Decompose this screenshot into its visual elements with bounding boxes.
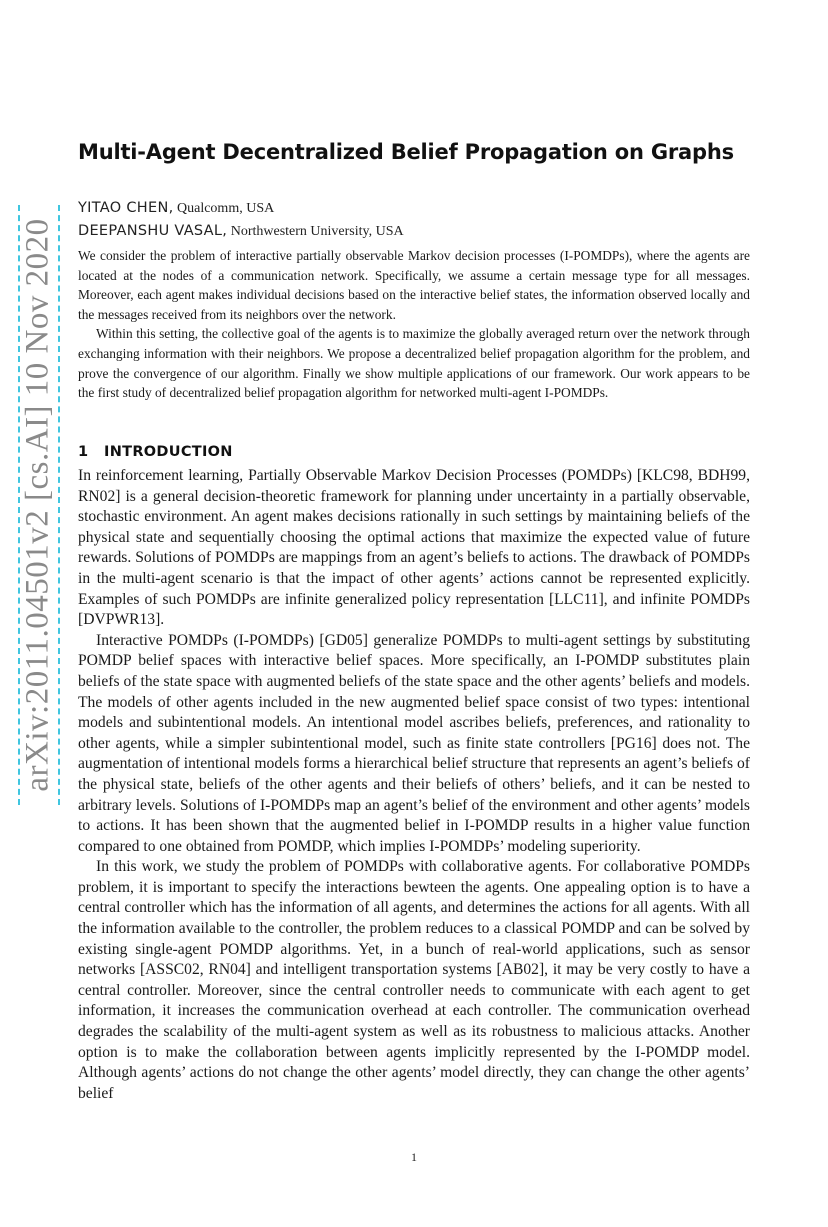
section-title: INTRODUCTION — [104, 444, 233, 460]
author-name: YITAO CHEN, — [78, 200, 174, 216]
author-list — [78, 197, 750, 243]
author-name: DEEPANSHU VASAL, — [78, 223, 228, 239]
body-paragraph: In reinforcement learning, Partially Observable Markov Decision Processes (POMDPs) [KLC98, BDH99, RN02] is a general decision-theoretic framework for planning under uncertainty in a partially observable, stochastic environment. An agent makes decisions rationally in such settings by maintaining beliefs of the physical state and sequentially choosing the optimal actions that maximize the expected value of future rewards. Solutions of POMDPs are mappings from an agent’s beliefs to actions. The drawback of POMDPs in the multi-agent scenario is that the impact of other agents’ actions cannot be represented explicitly. Examples of such POMDPs are infinite generalized policy representation [LLC11], and infinite POMDPs [DVPWR13]. — [78, 467, 750, 629]
section-body — [78, 466, 750, 1104]
page-number: 1 — [411, 1150, 417, 1164]
paper-title: Multi-Agent Decentralized Belief Propagation on Graphs — [78, 140, 734, 164]
author-affiliation: Qualcomm, USA — [177, 201, 275, 216]
abstract-paragraph: Within this setting, the collective goal of the agents is to maximize the globally averaged return over the network through exchanging information with their neighbors. We propose a decentralized belief propagation algorithm for the problem, and prove the convergence of our algorithm. Finally we show multiple applications of our framework. Our work appears to be the first study of decentralized belief propagation algorithm for networked multi-agent I-POMDPs. — [78, 326, 750, 401]
section-heading — [78, 444, 750, 460]
abstract-paragraph: We consider the problem of interactive partially observable Markov decision processes (I-POMDPs), where the agents are located at the nodes of a communication network. Specifically, we assume a certain message type for all messages. Moreover, each agent makes individual decisions based on the interactive belief states, the information observed locally and the messages received from its neighbors over the network. — [78, 248, 750, 322]
author-entry — [78, 197, 750, 220]
body-paragraph: In this work, we study the problem of POMDPs with collaborative agents. For collaborative POMDPs problem, it is important to specify the interactions bewteen the agents. One appealing option is to have a central controller which has the information of all agents, and determines the actions for all agents. With all the information available to the controller, the problem reduces to a classical POMDP and can be solved by existing single-agent POMDP algorithms. Yet, in a bunch of real-world applications, such as sensor networks [ASSC02, RN04] and intelligent transportation systems [AB02], it may be very costly to have a central controller. Moreover, since the central controller needs to communicate with each agent to get information, it increases the communication overhead at each controller. The communication overhead degrades the scalability of the multi-agent system as well as its robustness to malicious attacks. Another option is to make the collaboration between agents implicitly represented by the I-POMDP model. Although agents’ actions do not change the other agents’ model directly, they can change the other agents’ belief — [78, 858, 750, 1102]
author-entry — [78, 220, 750, 243]
arxiv-stamp — [12, 205, 64, 805]
section-number: 1 — [78, 444, 89, 460]
body-paragraph: Interactive POMDPs (I-POMDPs) [GD05] generalize POMDPs to multi-agent settings by substituting POMDP belief spaces with interactive belief spaces. More specifically, an I-POMDP substitutes plain beliefs of the state space with augmented beliefs of the state space and the other agents’ beliefs and models. The models of other agents included in the new augmented belief space consist of two types: intentional models and subintentional models. An intentional model ascribes beliefs, preferences, and rationality to other agents, while a simpler subintentional model, such as finite state controllers [PG16] does not. The augmentation of intentional models forms a hierarchical belief structure that represents an agent’s beliefs of the physical state, beliefs of the other agents and their beliefs of others’ beliefs, and it can be nested to arbitrary levels. Solutions of I-POMDPs map an agent’s belief of the environment and other agents’ models to actions. It has been shown that the augmented belief in I-POMDP results in a higher value function compared to one obtained from POMDP, which implies I-POMDPs’ modeling superiority. — [78, 631, 750, 855]
author-affiliation: Northwestern University, USA — [230, 224, 404, 239]
stamp-border-right — [58, 205, 60, 805]
arxiv-identifier: arXiv:2011.04501v2 [cs.AI] 10 Nov 2020 — [19, 218, 56, 792]
abstract — [78, 246, 750, 403]
